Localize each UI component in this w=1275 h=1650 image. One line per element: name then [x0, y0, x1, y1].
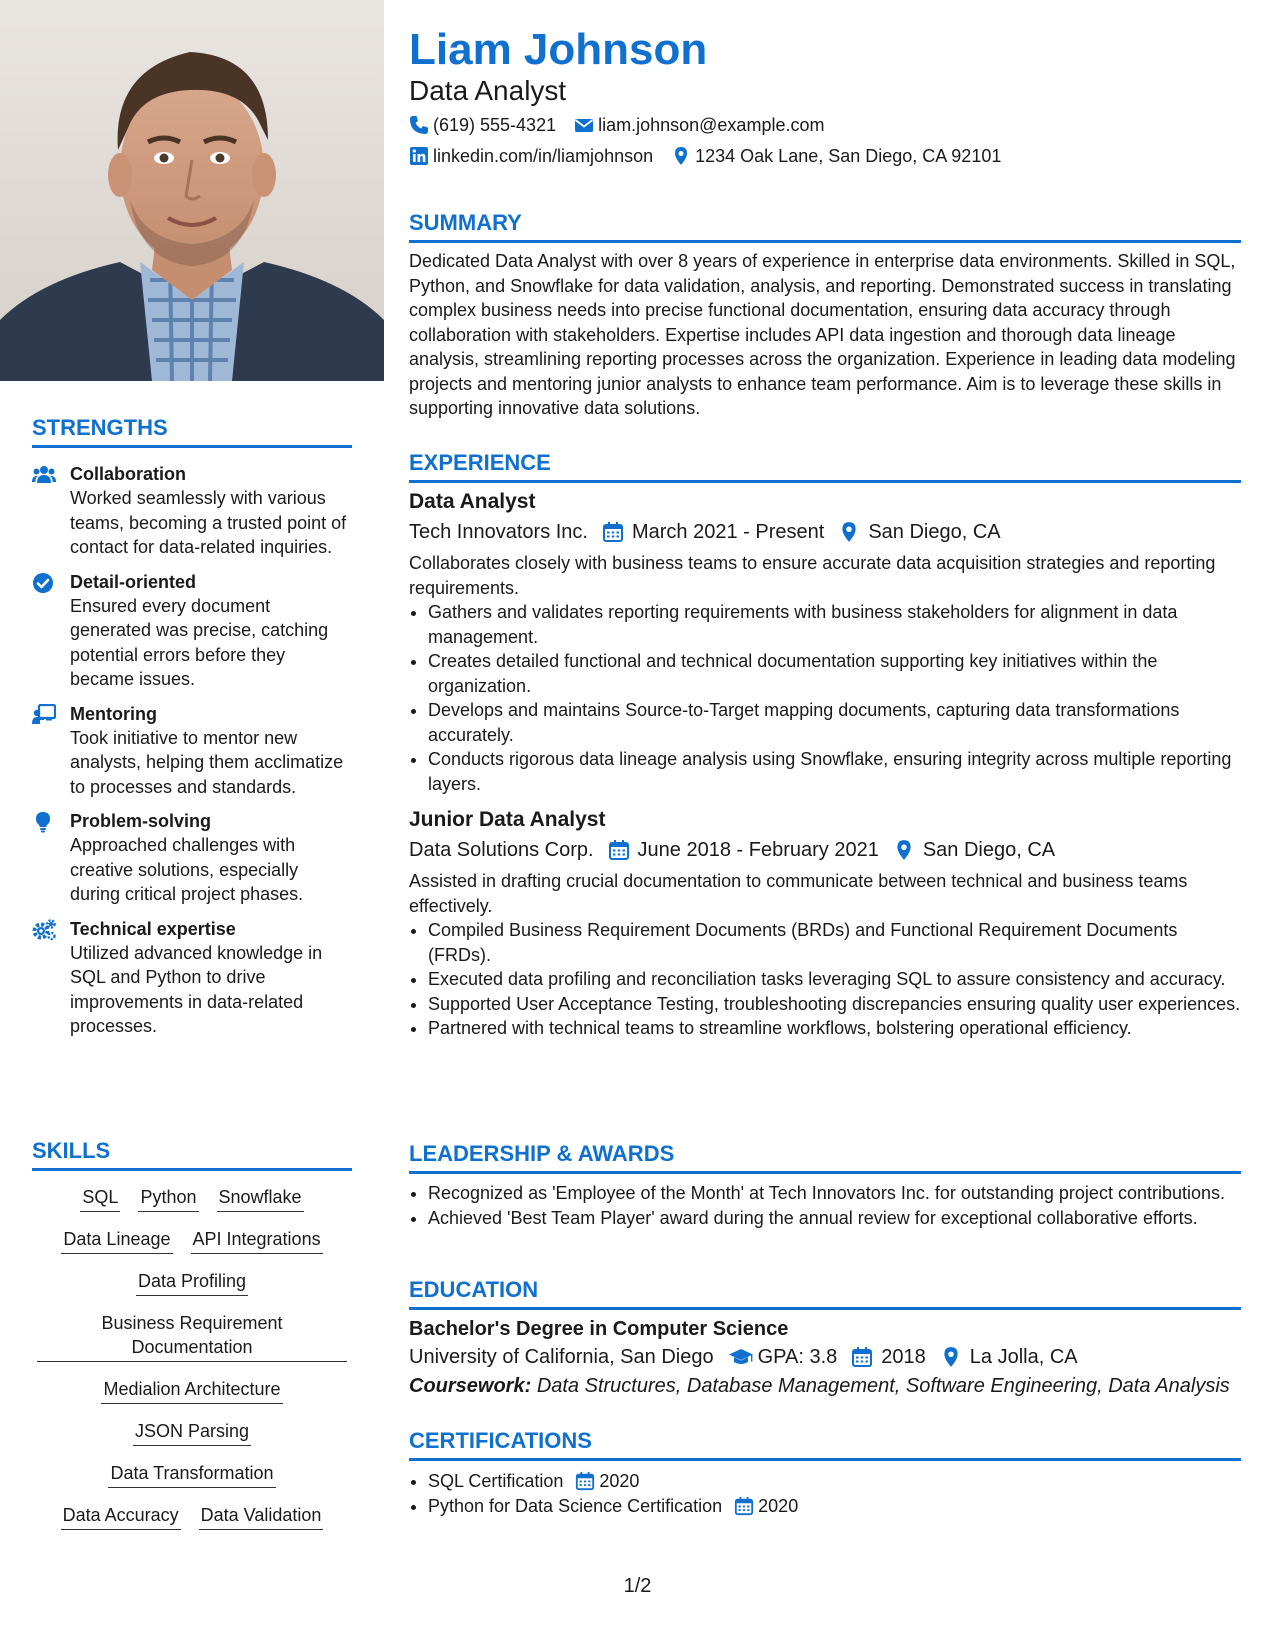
- certification-name: • SQL Certification: [428, 1471, 564, 1491]
- sidebar: [0, 0, 384, 1650]
- profile-photo: [0, 0, 384, 381]
- skill-tag: Snowflake: [217, 1185, 304, 1212]
- job-bullet: • Executed data profiling and reconciliation tasks leveraging SQL to assure consistency and accuracy.: [428, 967, 1241, 992]
- location-pin-icon: [671, 146, 691, 166]
- job-role: Data Analyst: [409, 490, 536, 513]
- coursework-label: Coursework:: [409, 1375, 532, 1397]
- summary-section: [409, 210, 1241, 421]
- job-bullets: [409, 918, 1241, 1041]
- job-bullet: • Compiled Business Requirement Documents (BRDs) and Functional Requirement Documents (FRDs).: [428, 918, 1241, 967]
- users-icon: [32, 462, 70, 560]
- phone-icon: [409, 115, 429, 135]
- phone-text[interactable]: (619) 555-4321: [433, 115, 557, 135]
- strength-description: Utilized advanced knowledge in SQL and Python to drive improvements in data-related processes.: [70, 942, 323, 1036]
- linkedin-link[interactable]: linkedin.com/in/liamjohnson: [433, 146, 654, 166]
- skill-tag: Python: [138, 1185, 198, 1212]
- education-heading: EDUCATION: [409, 1277, 1241, 1310]
- calendar-icon: [575, 1471, 595, 1491]
- certification-year: 2020: [758, 1495, 799, 1516]
- location-pin-icon: [940, 1346, 962, 1368]
- leadership-bullets: [409, 1181, 1241, 1230]
- teacher-icon: [32, 702, 70, 800]
- skill-tag: Data Transformation: [108, 1461, 275, 1488]
- skill-tag: Data Accuracy: [61, 1503, 181, 1530]
- page-number: 1/2: [623, 1575, 652, 1597]
- award-item: • Recognized as 'Employee of the Month' at Tech Innovators Inc. for outstanding project contributions.: [428, 1181, 1241, 1206]
- job-location: San Diego, CA: [922, 839, 1056, 861]
- strength-description: Approached challenges with creative solutions, especially during critical project phases.: [70, 835, 304, 904]
- gpa: GPA: 3.8: [757, 1346, 838, 1368]
- strength-title: Technical expertise: [70, 918, 236, 939]
- certification-year: 2020: [599, 1471, 640, 1491]
- skill-tag: Data Profiling: [136, 1269, 248, 1296]
- address-text: 1234 Oak Lane, San Diego, CA 92101: [695, 146, 1002, 166]
- job-bullet: • Gathers and validates reporting requirements with business stakeholders for alignment in data management.: [428, 600, 1241, 649]
- skill-tag: SQL: [80, 1185, 120, 1212]
- job-company: Tech Innovators Inc.: [409, 521, 588, 543]
- skill-tag: Data Validation: [199, 1503, 324, 1530]
- strength-item: [32, 702, 352, 800]
- gears-icon: [32, 917, 70, 1039]
- summary-text: Dedicated Data Analyst with over 8 years of experience in enterprise data environments. Skilled in SQL, Python, and Snowflake for data validation, analysis, and reporting. Demonstrated success in translating complex business needs into precise functional documentation, ensuring data accuracy through collaboration with stakeholders. Expertise includes API data ingestion and thorough data lineage analysis, streamlining reporting processes across the organization. Experience in leading data modeling projects and mentoring junior analysts to enhance team performance. Aim is to leverage these skills in supporting innovative data solutions.: [409, 251, 1236, 418]
- school-name: University of California, San Diego: [409, 1346, 714, 1368]
- certifications-section: [409, 1428, 1241, 1518]
- certification-item: [428, 1494, 1241, 1519]
- summary-heading: SUMMARY: [409, 210, 1241, 243]
- job-meta: [409, 518, 1241, 546]
- certifications-list: [409, 1469, 1241, 1518]
- calendar-icon: [602, 521, 624, 543]
- contact-row: [409, 144, 1019, 168]
- leadership-section: [409, 1141, 1241, 1230]
- leadership-heading: LEADERSHIP & AWARDS: [409, 1141, 1241, 1174]
- strength-description: Took initiative to mentor new analysts, helping them acclimatize to processes and standards.: [70, 727, 344, 797]
- lightbulb-icon: [32, 809, 70, 907]
- strength-title: Collaboration: [70, 464, 186, 484]
- candidate-name: Liam Johnson: [409, 25, 708, 74]
- skill-tag: Business Requirement Documentation: [37, 1311, 347, 1362]
- graduation-year: 2018: [881, 1346, 926, 1368]
- strength-title: Mentoring: [70, 703, 157, 724]
- candidate-title: Data Analyst: [409, 75, 567, 106]
- job-summary: Collaborates closely with business teams to ensure accurate data acquisition strategies and reporting requirements.: [409, 553, 1216, 598]
- education-meta: [409, 1343, 1241, 1371]
- job-bullets: [409, 600, 1241, 796]
- skills-heading: SKILLS: [32, 1138, 352, 1171]
- experience-section: [409, 450, 1241, 1041]
- certification-name: • Python for Data Science Certification: [428, 1495, 723, 1516]
- email-link[interactable]: liam.johnson@example.com: [598, 115, 825, 135]
- skill-tag: JSON Parsing: [133, 1419, 251, 1446]
- job-bullet: • Creates detailed functional and technical documentation supporting key initiatives within the organization.: [428, 649, 1241, 698]
- education-section: [409, 1277, 1241, 1401]
- job-dates: June 2018 - February 2021: [637, 839, 879, 861]
- strength-description: Ensured every document generated was precise, catching potential errors before they became issues.: [70, 595, 329, 689]
- check-circle-icon: [32, 570, 70, 692]
- strength-description: Worked seamlessly with various teams, becoming a trusted point of contact for data-related inquiries.: [70, 488, 347, 557]
- degree: Bachelor's Degree in Computer Science: [409, 1318, 789, 1340]
- job-bullet: • Develops and maintains Source-to-Target mapping documents, capturing data transformations accurately.: [428, 698, 1241, 747]
- job-meta: [409, 836, 1241, 864]
- strength-title: Detail-oriented: [70, 571, 197, 592]
- skill-tag: Data Lineage: [61, 1227, 172, 1254]
- school-location: La Jolla, CA: [969, 1346, 1078, 1368]
- job-bullet: • Partnered with technical teams to streamline workflows, bolstering operational efficiency.: [428, 1016, 1241, 1041]
- job-location: San Diego, CA: [868, 521, 1001, 543]
- strengths-section: [32, 415, 352, 1039]
- calendar-icon: [734, 1496, 754, 1516]
- job-bullet: • Supported User Acceptance Testing, troubleshooting discrepancies ensuring quality user experiences.: [428, 992, 1241, 1017]
- job-entry: [409, 806, 1241, 1041]
- experience-heading: EXPERIENCE: [409, 450, 1241, 483]
- job-dates: March 2021 - Present: [631, 521, 825, 543]
- strength-item: [32, 570, 352, 692]
- linkedin-icon: [409, 146, 429, 166]
- strength-title: Problem-solving: [70, 811, 212, 831]
- graduation-cap-icon: [728, 1346, 750, 1368]
- email-icon: [574, 115, 594, 135]
- calendar-icon: [608, 839, 630, 861]
- certification-item: [428, 1469, 1241, 1494]
- location-pin-icon: [893, 839, 915, 861]
- job-summary: Assisted in drafting crucial documentation to communicate between technical and business teams effectively.: [409, 871, 1188, 916]
- skill-tag: API Integrations: [191, 1227, 323, 1254]
- certifications-heading: CERTIFICATIONS: [409, 1428, 1241, 1461]
- strength-item: [32, 462, 352, 560]
- job-role: Junior Data Analyst: [409, 808, 606, 831]
- award-item: • Achieved 'Best Team Player' award during the annual review for exceptional collaborative efforts.: [428, 1206, 1241, 1231]
- strength-item: [32, 917, 352, 1039]
- coursework-list: Data Structures, Database Management, Software Engineering, Data Analysis: [536, 1375, 1230, 1397]
- calendar-icon: [851, 1346, 873, 1368]
- skill-tag: Medialion Architecture: [101, 1377, 282, 1404]
- contact-row: [409, 113, 842, 137]
- job-company: Data Solutions Corp.: [409, 839, 594, 861]
- location-pin-icon: [838, 521, 860, 543]
- coursework: [409, 1371, 1241, 1401]
- strengths-heading: STRENGTHS: [32, 415, 352, 448]
- job-bullet: • Conducts rigorous data lineage analysis using Snowflake, ensuring integrity across multiple reporting layers.: [428, 747, 1241, 796]
- job-entry: [409, 488, 1241, 796]
- skills-section: [32, 1138, 352, 1545]
- strength-item: [32, 809, 352, 907]
